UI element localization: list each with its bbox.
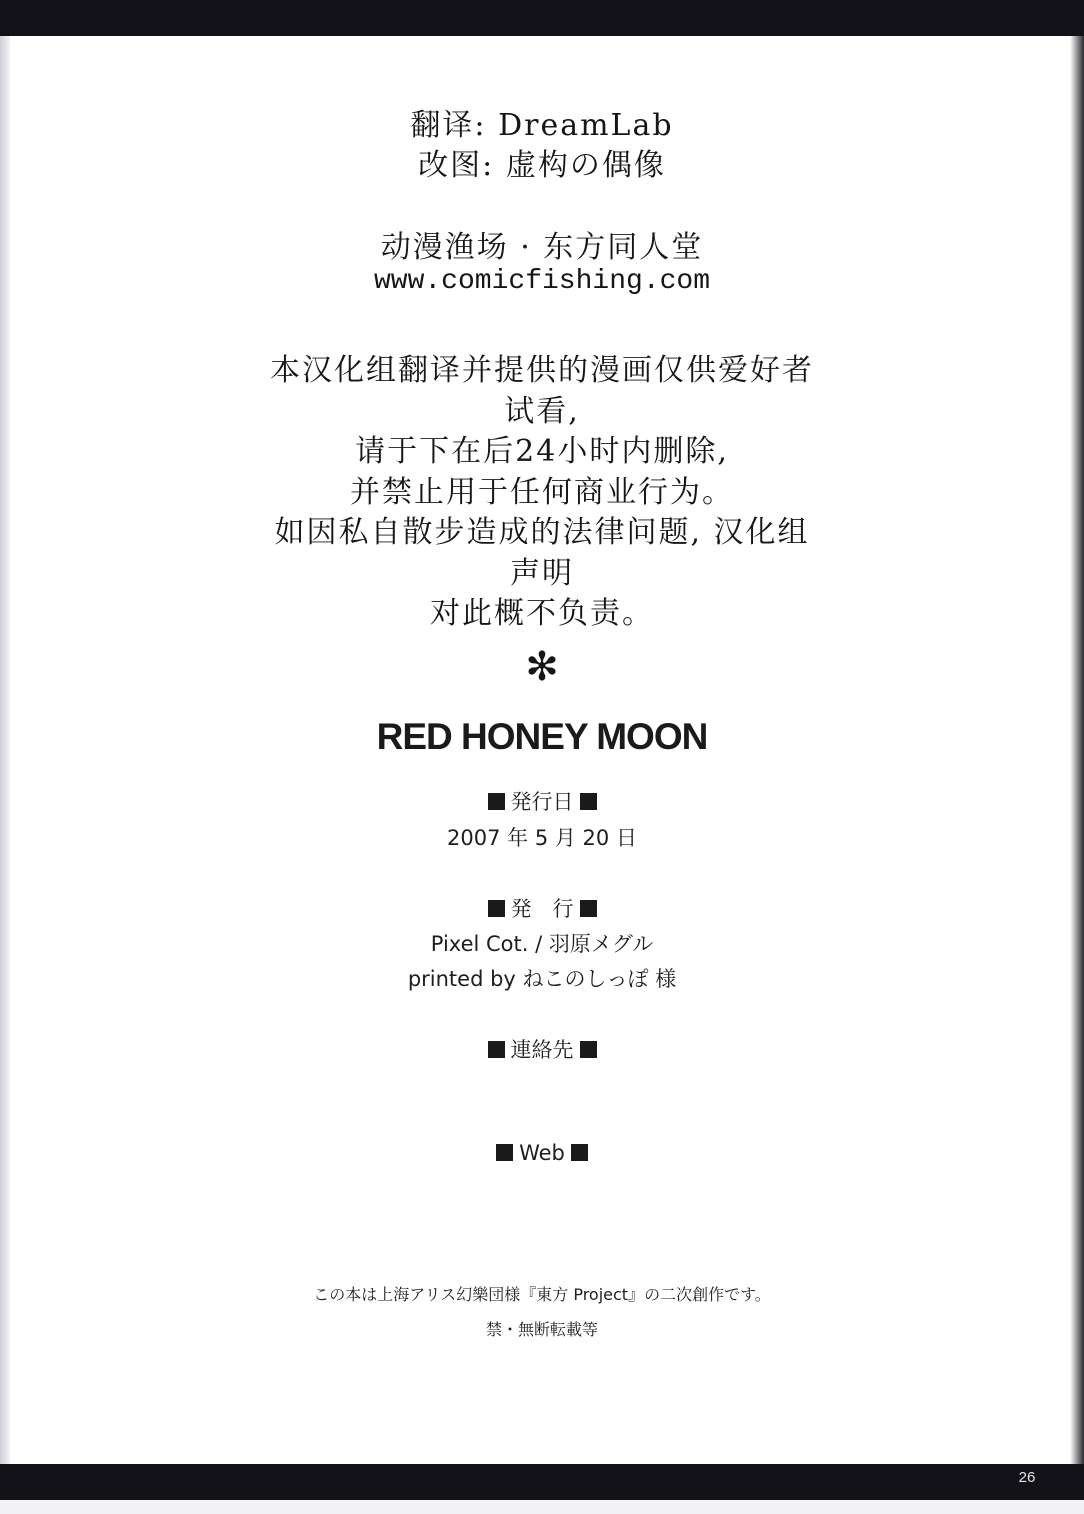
release-heading: [0, 786, 1084, 816]
publisher-name: Pixel Cot. / 羽原メグル: [430, 932, 654, 956]
asterisk-separator: ✻: [525, 644, 559, 690]
publisher-heading-label: 発 行: [510, 897, 574, 921]
contact-heading-label: 連絡先: [510, 1038, 574, 1062]
scan-bottom-strip: [0, 1500, 1084, 1514]
disclaimer-line: 本汉化组翻译并提供的漫画仅供爱好者: [270, 353, 814, 388]
scan-bottom-border: [0, 1464, 1084, 1500]
contact-heading: [0, 1034, 1084, 1064]
page-number: 26: [1018, 1469, 1036, 1486]
disclaimer-line: 声明: [510, 556, 574, 591]
square-bullet-icon: [488, 793, 505, 810]
credit-group: 动漫渔场 · 东方同人堂: [380, 230, 704, 265]
publisher-heading: [0, 893, 1084, 923]
web-heading-label: Web: [519, 1141, 565, 1165]
doujin-note: この本は上海アリス幻樂団様『東方 Project』の二次創作です。: [313, 1285, 771, 1304]
disclaimer-line: 并禁止用于任何商业行为。: [350, 475, 734, 510]
square-bullet-icon: [488, 1041, 505, 1058]
square-bullet-icon: [580, 1041, 597, 1058]
release-heading-label: 発行日: [510, 790, 574, 814]
credit-website: www.comicfishing.com: [373, 266, 711, 297]
disclaimer-line: 试看,: [504, 394, 580, 429]
web-heading: [0, 1141, 1084, 1165]
release-date: 2007 年 5 月 20 日: [447, 826, 637, 850]
square-bullet-icon: [571, 1144, 588, 1161]
scan-top-border: [0, 0, 1084, 36]
square-bullet-icon: [580, 900, 597, 917]
printer-name: printed by ねこのしっぽ 様: [407, 967, 677, 991]
credit-editing: 改图: 虚构の偶像: [418, 148, 666, 183]
disclaimer-line: 对此概不负责。: [430, 596, 654, 631]
disclaimer-line: 请于下在后24小时内删除,: [355, 434, 729, 469]
square-bullet-icon: [488, 900, 505, 917]
book-title: RED HONEY MOON: [376, 716, 708, 757]
credit-translation: 翻译: DreamLab: [410, 108, 674, 143]
square-bullet-icon: [496, 1144, 513, 1161]
disclaimer-line: 如因私自散步造成的法律问题, 汉化组: [274, 515, 810, 550]
square-bullet-icon: [580, 793, 597, 810]
no-reproduction-note: 禁・無断転載等: [485, 1320, 598, 1339]
